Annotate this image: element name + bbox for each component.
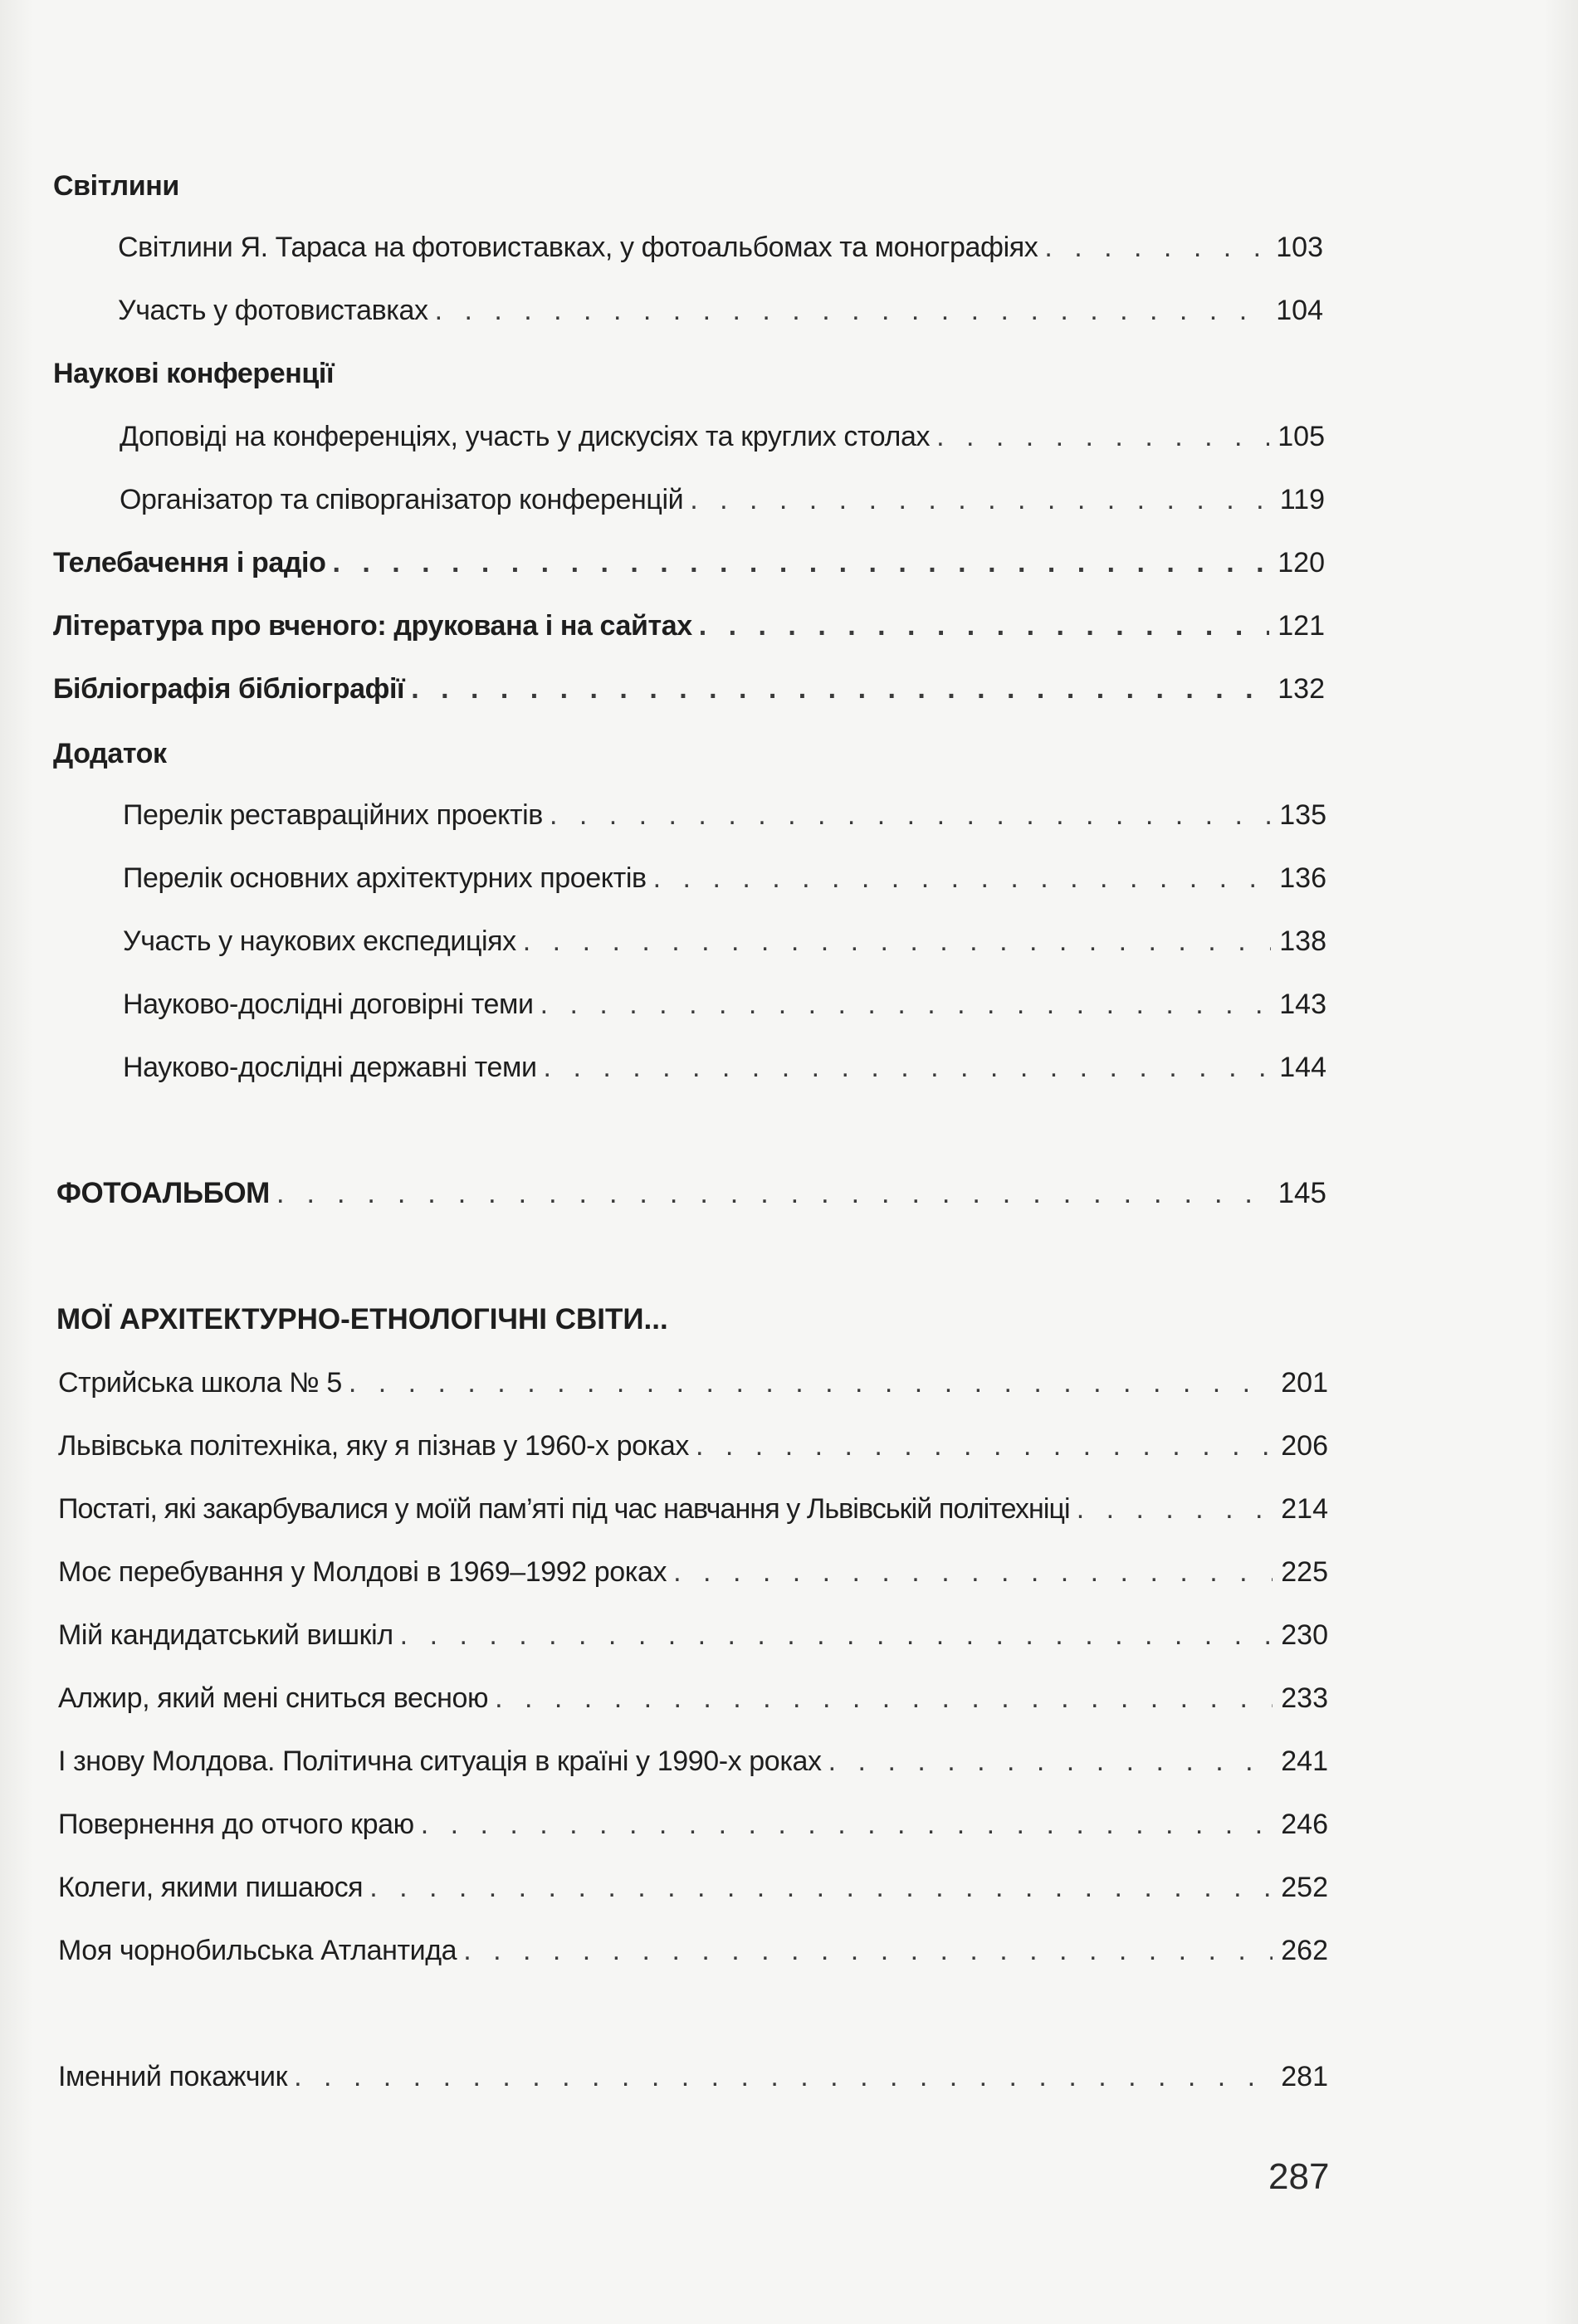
entry-title: Бібліографія бібліографії (53, 673, 405, 705)
toc-entry[interactable] (58, 1745, 1328, 1778)
entry-title: Колеги, якими пишаюся (58, 1872, 364, 1903)
toc-entry[interactable] (120, 483, 1325, 516)
dot-leader (411, 672, 1269, 706)
toc-entry-bold[interactable] (53, 609, 1325, 642)
section-heading-dodatok: Додаток (53, 738, 167, 769)
dot-leader (690, 483, 1272, 516)
toc-entry[interactable] (123, 925, 1326, 958)
toc-entry[interactable] (58, 1682, 1328, 1715)
toc-entry[interactable] (58, 1934, 1328, 1967)
toc-entry[interactable] (123, 862, 1326, 895)
entry-page: 206 (1281, 1430, 1328, 1462)
entry-page: 252 (1281, 1872, 1328, 1903)
dot-leader (349, 1366, 1273, 1399)
entry-page: 105 (1278, 421, 1325, 452)
toc-entry[interactable] (118, 231, 1323, 264)
entry-page: 135 (1279, 799, 1326, 831)
entry-page: 120 (1278, 547, 1325, 579)
dot-leader (463, 1934, 1273, 1967)
entry-title: І знову Молдова. Політична ситуація в країні у 1990-х роках (58, 1745, 822, 1777)
entry-title: Науково-дослідні договірні теми (123, 989, 534, 1020)
entry-page: 132 (1278, 673, 1325, 705)
entry-page: 225 (1281, 1556, 1328, 1588)
entry-title: Участь у фотовиставках (118, 295, 428, 326)
dot-leader (540, 988, 1272, 1021)
entry-title: Алжир, який мені сниться весною (58, 1682, 489, 1714)
toc-entry[interactable] (58, 1871, 1328, 1904)
entry-title: Мій кандидатський вишкіл (58, 1619, 393, 1651)
toc-entry[interactable] (58, 1808, 1328, 1841)
entry-page: 230 (1281, 1619, 1328, 1651)
entry-page: 144 (1279, 1052, 1326, 1083)
dot-leader (369, 1871, 1273, 1904)
entry-title: Постаті, які закарбувалися у моїй пам’яті під час навчання у Львівській політехніці (58, 1493, 1070, 1525)
toc-entry[interactable] (58, 1366, 1328, 1399)
toc-entry[interactable] (58, 1555, 1328, 1589)
entry-page: 138 (1279, 925, 1326, 957)
dot-leader (653, 862, 1272, 895)
toc-entry-fotoalbom[interactable] (56, 1177, 1326, 1210)
dot-leader (828, 1745, 1273, 1778)
entry-title: Участь у наукових експедиціях (123, 925, 516, 957)
entry-title: Перелік основних архітектурних проектів (123, 862, 647, 894)
entry-title: Організатор та співорганізатор конференцій (120, 484, 684, 515)
dot-leader (435, 294, 1268, 327)
toc-entry-index[interactable] (58, 2060, 1328, 2093)
toc-entry[interactable] (58, 1618, 1328, 1652)
dot-leader (544, 1051, 1272, 1084)
entry-page: 281 (1281, 2061, 1328, 2092)
entry-page: 262 (1281, 1935, 1328, 1966)
dot-leader (276, 1177, 1270, 1210)
section-heading-konferentsii: Наукові конференції (53, 358, 335, 389)
toc-entry[interactable] (123, 798, 1326, 832)
dot-leader (550, 798, 1271, 832)
entry-title: Телебачення і радіо (53, 547, 326, 579)
entry-page: 121 (1278, 610, 1325, 642)
entry-title: Повернення до отчого краю (58, 1809, 414, 1840)
dot-leader (332, 546, 1269, 579)
section-heading-svitlyny: Світлини (53, 170, 179, 202)
entry-title: ФОТОАЛЬБОМ (56, 1177, 270, 1209)
toc-entry[interactable] (58, 1492, 1328, 1526)
dot-leader (421, 1808, 1273, 1841)
toc-entry[interactable] (123, 988, 1326, 1021)
toc-entry[interactable] (58, 1429, 1328, 1462)
entry-title: Перелік реставраційних проектів (123, 799, 543, 831)
entry-title: Науково-дослідні державні теми (123, 1052, 537, 1083)
toc-entry[interactable] (120, 420, 1325, 453)
dot-leader (523, 925, 1271, 958)
entry-page: 104 (1276, 295, 1323, 326)
dot-leader (495, 1682, 1273, 1715)
entry-page: 103 (1276, 232, 1323, 263)
entry-title: Доповіді на конференціях, участь у дискусіях та круглих столах (120, 421, 931, 452)
section-heading-svity: МОЇ АРХІТЕКТУРНО-ЕТНОЛОГІЧНІ СВІТИ... (56, 1303, 668, 1335)
dot-leader (696, 1429, 1273, 1462)
page-number: 287 (1268, 2156, 1330, 2197)
toc-entry[interactable] (123, 1051, 1326, 1084)
entry-page: 119 (1279, 484, 1325, 515)
dot-leader (1077, 1492, 1273, 1526)
entry-page: 201 (1281, 1367, 1328, 1399)
toc-entry-bold[interactable] (53, 672, 1325, 706)
entry-page: 246 (1281, 1809, 1328, 1840)
entry-page: 143 (1279, 989, 1326, 1020)
dot-leader (294, 2060, 1273, 2093)
entry-title: Іменний покажчик (58, 2061, 288, 2092)
entry-title: Стрийська школа № 5 (58, 1367, 342, 1399)
toc-entry[interactable] (118, 294, 1323, 327)
entry-page: 136 (1279, 862, 1326, 894)
entry-page: 214 (1281, 1493, 1328, 1525)
dot-leader (1044, 231, 1268, 264)
dot-leader (673, 1555, 1273, 1589)
entry-page: 233 (1281, 1682, 1328, 1714)
entry-title: Моя чорнобильська Атлантида (58, 1935, 457, 1966)
toc-entry-bold[interactable] (53, 546, 1325, 579)
dot-leader (936, 420, 1269, 453)
entry-title: Література про вченого: друкована і на сайтах (53, 610, 692, 642)
entry-page: 241 (1281, 1745, 1328, 1777)
dot-leader (699, 609, 1270, 642)
entry-title: Моє перебування у Молдові в 1969–1992 роках (58, 1556, 667, 1588)
dot-leader (400, 1618, 1273, 1652)
entry-title: Львівська політехніка, яку я пізнав у 1960-х роках (58, 1430, 690, 1462)
entry-title: Світлини Я. Тараса на фотовиставках, у фотоальбомах та монографіях (118, 232, 1038, 263)
entry-page: 145 (1278, 1177, 1326, 1209)
